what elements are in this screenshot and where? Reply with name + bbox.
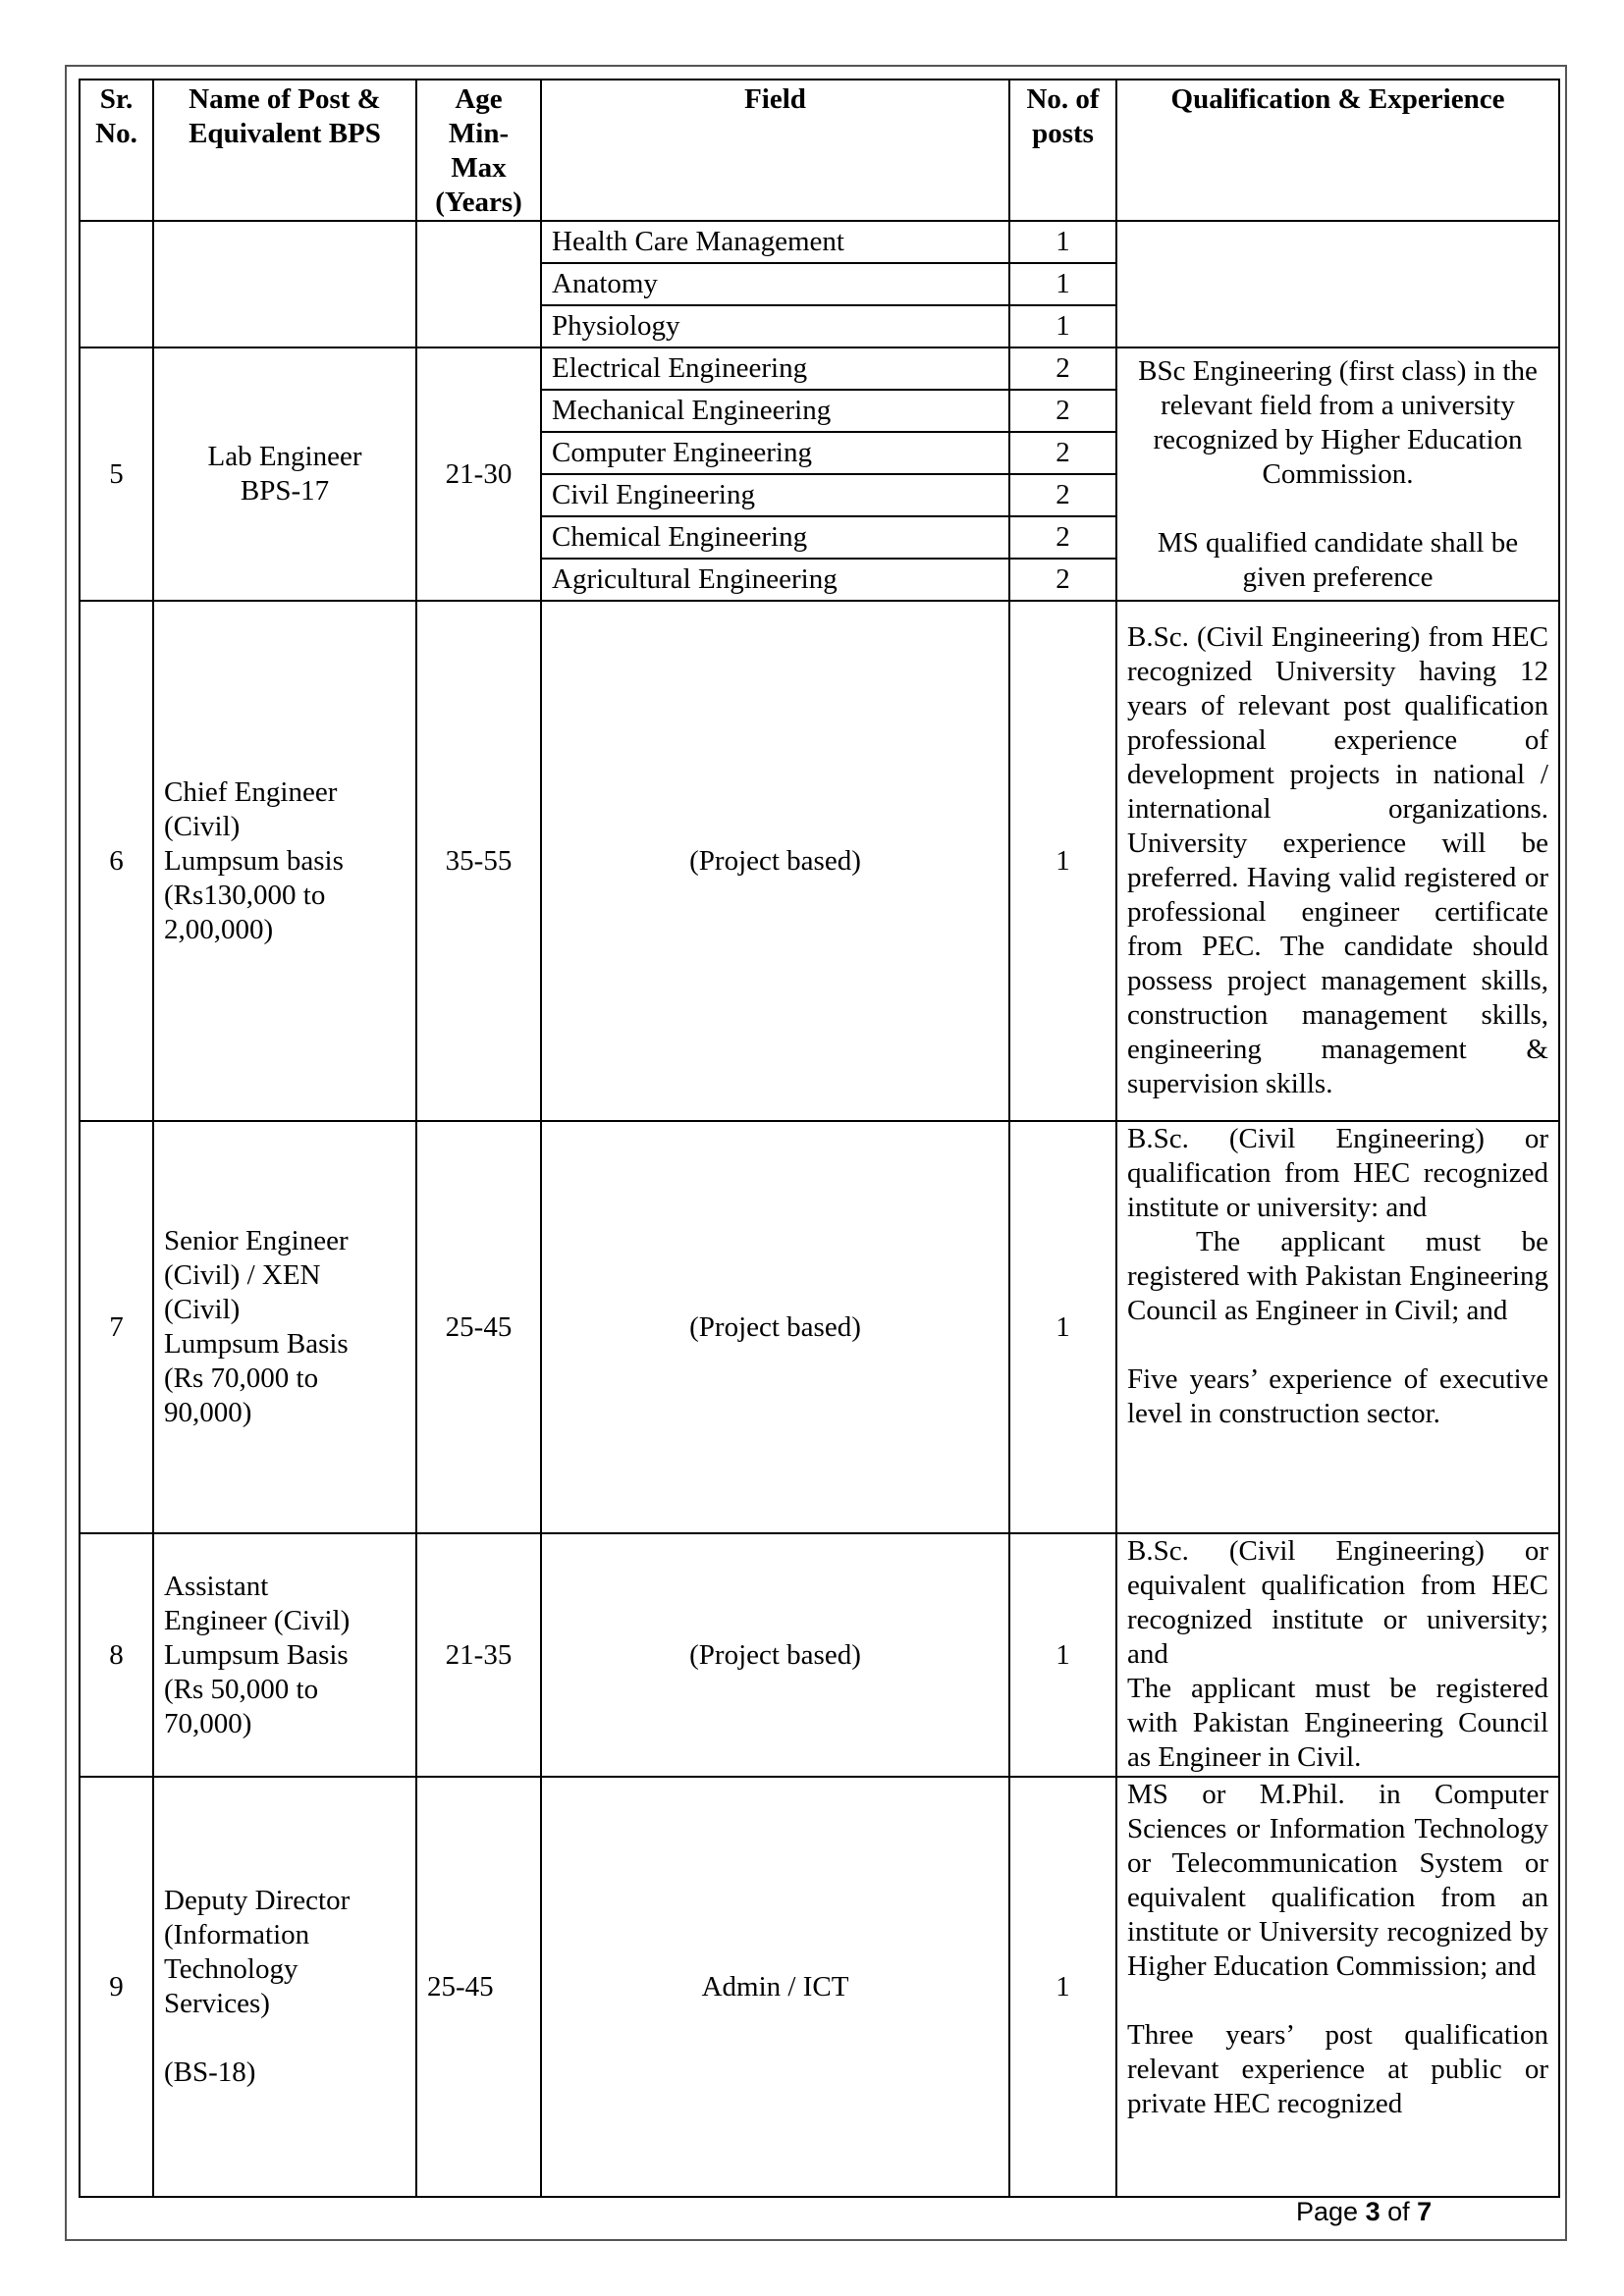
qualification-cell: B.Sc. (Civil Engineering) from HEC recognized University having 12 years of relevant post qualification professional experience of development projects in national / international organizations. University experience will be preferred. Having valid registered or professional engineer certificate from PEC. The candidate should possess project management skills, construction management skills, engineering management & supervision skills. bbox=[1116, 601, 1559, 1121]
qualification-cell bbox=[1116, 1533, 1559, 1777]
name-line: Lumpsum basis bbox=[164, 844, 344, 877]
name-cell bbox=[153, 221, 416, 347]
qualification-text: Three years’ post qualification relevant experience at public or private HEC recognized bbox=[1127, 2019, 1548, 2119]
field-cell: Physiology bbox=[541, 305, 1009, 347]
table-row-9 bbox=[80, 1777, 1559, 2197]
header-posts: No. of posts bbox=[1009, 80, 1116, 221]
name-line: BPS-17 bbox=[240, 475, 330, 507]
field-cell: Anatomy bbox=[541, 263, 1009, 305]
header-sr: Sr. No. bbox=[80, 80, 153, 221]
posts-cell: 1 bbox=[1009, 221, 1116, 263]
qualification-text: The applicant must be registered with Pakistan Engineering Council as Engineer in Civil; and bbox=[1127, 1226, 1548, 1326]
sr-cell: 8 bbox=[80, 1533, 153, 1777]
page-current: 3 bbox=[1365, 2197, 1380, 2226]
age-cell: 25-45 bbox=[416, 1777, 541, 2197]
field-cell: Civil Engineering bbox=[541, 474, 1009, 516]
age-cell: 25-45 bbox=[416, 1121, 541, 1533]
field-cell: (Project based) bbox=[541, 1121, 1009, 1533]
qualification-text: BSc Engineering (first class) in the relevant field from a university recognized by Higher Education Commission. bbox=[1138, 354, 1538, 490]
posts-cell: 1 bbox=[1009, 305, 1116, 347]
qualification-text: B.Sc. (Civil Engineering) or qualification from HEC recognized institute or university: and bbox=[1127, 1123, 1548, 1223]
header-qualification: Qualification & Experience bbox=[1116, 80, 1559, 221]
table-row-8 bbox=[80, 1533, 1559, 1777]
table-row-7 bbox=[80, 1121, 1559, 1533]
page-number bbox=[1296, 2197, 1432, 2227]
header-field: Field bbox=[541, 80, 1009, 221]
name-line: Chief Engineer bbox=[164, 775, 338, 808]
header-row bbox=[80, 80, 1559, 221]
name-line: (Rs 50,000 to bbox=[164, 1673, 319, 1705]
posts-cell: 1 bbox=[1009, 263, 1116, 305]
name-cell bbox=[153, 347, 416, 601]
qualification-text: MS or M.Phil. in Computer Sciences or Information Technology or Telecommunication System or equivalent qualification from an institute or University recognized by Higher Education Commission; and bbox=[1127, 1779, 1548, 1982]
name-line: (Civil) bbox=[164, 810, 241, 842]
posts-cell: 2 bbox=[1009, 432, 1116, 474]
name-cell bbox=[153, 1121, 416, 1533]
posts-cell: 1 bbox=[1009, 1777, 1116, 2197]
name-cell bbox=[153, 1777, 416, 2197]
name-line: Lumpsum Basis bbox=[164, 1638, 349, 1671]
name-line: (Information bbox=[164, 1919, 310, 1950]
field-cell: Chemical Engineering bbox=[541, 516, 1009, 559]
table-row bbox=[80, 221, 1559, 263]
header-name: Name of Post & Equivalent BPS bbox=[153, 80, 416, 221]
name-line: (Civil) / XEN bbox=[164, 1259, 321, 1291]
posts-cell: 2 bbox=[1009, 474, 1116, 516]
field-cell: Agricultural Engineering bbox=[541, 559, 1009, 601]
table-row-6 bbox=[80, 601, 1559, 1121]
header-age: Age Min-Max (Years) bbox=[416, 80, 541, 221]
age-cell bbox=[416, 221, 541, 347]
age-cell: 21-30 bbox=[416, 347, 541, 601]
posts-cell: 2 bbox=[1009, 516, 1116, 559]
posts-cell: 1 bbox=[1009, 1533, 1116, 1777]
table-row-5 bbox=[80, 347, 1559, 390]
name-line: Assistant bbox=[164, 1570, 269, 1602]
name-line: (Civil) bbox=[164, 1294, 241, 1325]
sr-cell: 6 bbox=[80, 601, 153, 1121]
qualification-text: MS qualified candidate shall be given preference bbox=[1157, 526, 1519, 593]
of-word: of bbox=[1387, 2197, 1410, 2226]
qualification-text: The applicant must be registered with Pakistan Engineering Council as Engineer in Civil. bbox=[1127, 1673, 1548, 1773]
field-cell: Mechanical Engineering bbox=[541, 390, 1009, 432]
name-line: Lab Engineer bbox=[207, 441, 362, 472]
age-cell: 35-55 bbox=[416, 601, 541, 1121]
posts-cell: 2 bbox=[1009, 559, 1116, 601]
posts-cell: 2 bbox=[1009, 347, 1116, 390]
field-cell: Health Care Management bbox=[541, 221, 1009, 263]
name-line: Senior Engineer bbox=[164, 1225, 349, 1256]
posts-cell: 1 bbox=[1009, 601, 1116, 1121]
sr-cell bbox=[80, 221, 153, 347]
sr-cell: 7 bbox=[80, 1121, 153, 1533]
name-cell bbox=[153, 601, 416, 1121]
name-line: Deputy Director bbox=[164, 1885, 351, 1916]
name-cell bbox=[153, 1533, 416, 1777]
name-line: Services) bbox=[164, 1988, 270, 2019]
name-line: 90,000) bbox=[164, 1397, 252, 1428]
age-cell: 21-35 bbox=[416, 1533, 541, 1777]
posts-cell: 1 bbox=[1009, 1121, 1116, 1533]
sr-cell: 9 bbox=[80, 1777, 153, 2197]
qualification-cell bbox=[1116, 347, 1559, 601]
qualification-cell bbox=[1116, 1777, 1559, 2197]
name-line: (BS-18) bbox=[164, 2056, 256, 2088]
name-line: 70,000) bbox=[164, 1707, 252, 1739]
field-cell: Admin / ICT bbox=[541, 1777, 1009, 2197]
field-cell: Computer Engineering bbox=[541, 432, 1009, 474]
sr-cell: 5 bbox=[80, 347, 153, 601]
page-word: Page bbox=[1296, 2197, 1359, 2226]
name-line: Engineer (Civil) bbox=[164, 1604, 351, 1636]
page-total: 7 bbox=[1417, 2197, 1433, 2226]
qualification-cell bbox=[1116, 1121, 1559, 1533]
name-line: 2,00,000) bbox=[164, 913, 274, 945]
field-cell: (Project based) bbox=[541, 601, 1009, 1121]
qualification-text: Five years’ experience of executive level in construction sector. bbox=[1127, 1363, 1548, 1429]
field-cell: (Project based) bbox=[541, 1533, 1009, 1777]
field-cell: Electrical Engineering bbox=[541, 347, 1009, 390]
posts-cell: 2 bbox=[1009, 390, 1116, 432]
name-line: Technology bbox=[164, 1953, 298, 1985]
name-line: Lumpsum Basis bbox=[164, 1328, 349, 1360]
name-line: (Rs 70,000 to bbox=[164, 1362, 319, 1394]
name-line: (Rs130,000 to bbox=[164, 879, 326, 911]
qualification-text: B.Sc. (Civil Engineering) or equivalent qualification from HEC recognized institute or university; and bbox=[1127, 1535, 1548, 1670]
qualification-cell bbox=[1116, 221, 1559, 347]
posts-table bbox=[79, 79, 1560, 2198]
